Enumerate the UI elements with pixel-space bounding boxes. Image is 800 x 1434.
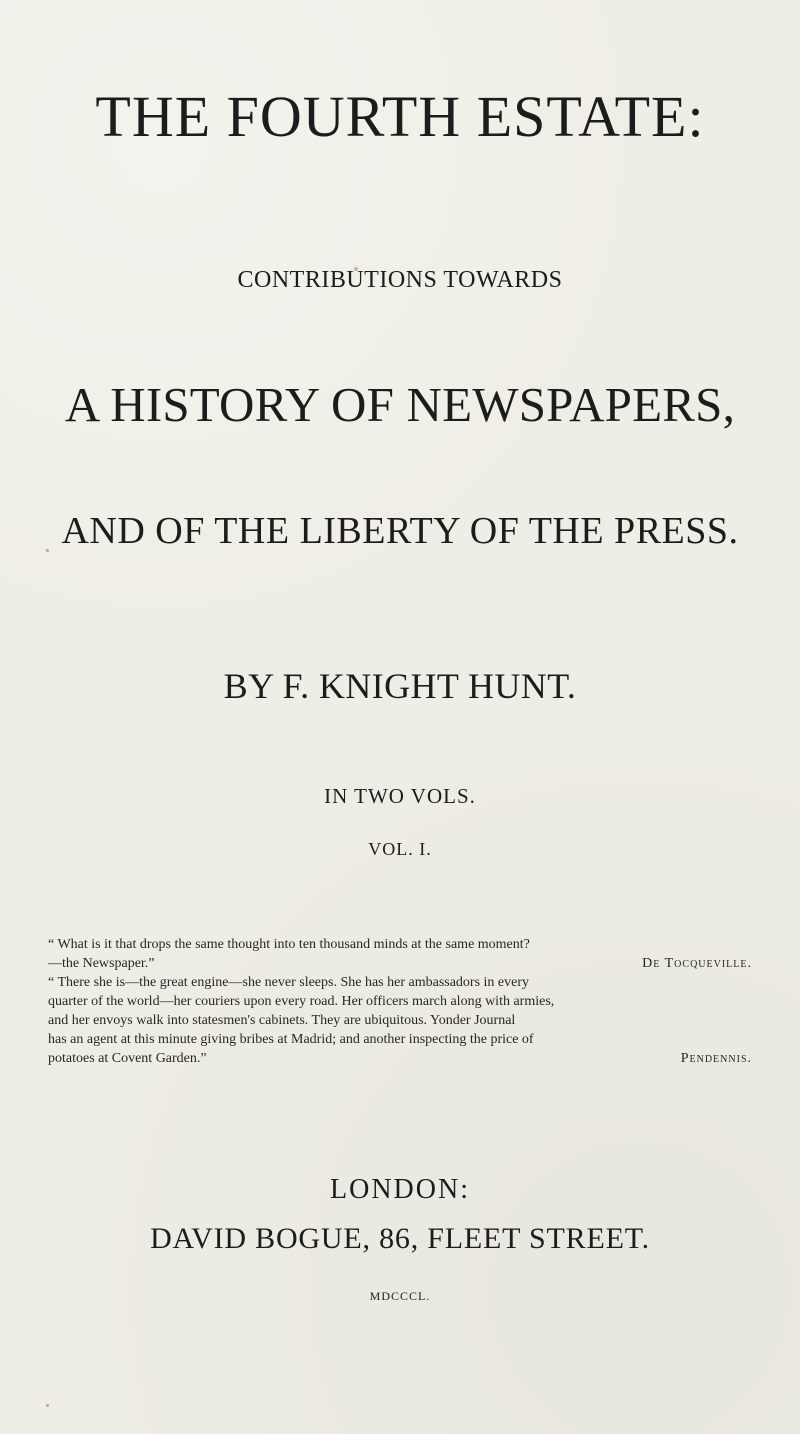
quote-line: has an agent at this minute giving bribes at Madrid; and another inspecting the price of <box>48 1032 534 1047</box>
quote-line: and her envoys walk into statesmen's cabinets. They are ubiquitous. Yonder Journal <box>48 1013 516 1028</box>
imprint-date: MDCCCL. <box>369 1289 431 1303</box>
paper-speck <box>46 1404 49 1407</box>
quote-text: —the Newspaper.” <box>48 956 155 971</box>
volume-current: VOL. I. <box>368 839 432 859</box>
imprint-publisher: DAVID BOGUE, 86, FLEET STREET. <box>150 1222 650 1255</box>
volume-set: IN TWO VOLS. <box>324 784 476 808</box>
quote-line <box>48 1049 752 1068</box>
quote-line: “ What is it that drops the same thought into ten thousand minds at the same moment? <box>48 937 530 952</box>
quote-text: potatoes at Covent Garden.” <box>48 1051 207 1066</box>
title-main: THE FOURTH ESTATE: <box>95 84 705 149</box>
imprint-city: LONDON: <box>330 1174 470 1205</box>
title-history: A HISTORY OF NEWSPAPERS, <box>64 377 736 432</box>
author-line: BY F. KNIGHT HUNT. <box>223 666 577 706</box>
quote-attribution: Pendennis. <box>680 1051 752 1066</box>
quote-attribution: De Tocqueville. <box>642 956 752 971</box>
subtitle-contributions: CONTRIBUTIONS TOWARDS <box>237 267 563 293</box>
quote-line <box>48 954 752 973</box>
quote-line: “ There she is—the great engine—she never sleeps. She has her ambassadors in every <box>48 975 530 990</box>
quote-line: quarter of the world—her couriers upon every road. Her officers march along with armies, <box>48 994 555 1009</box>
epigraph-block <box>48 935 752 1068</box>
title-liberty: AND OF THE LIBERTY OF THE PRESS. <box>61 510 739 552</box>
